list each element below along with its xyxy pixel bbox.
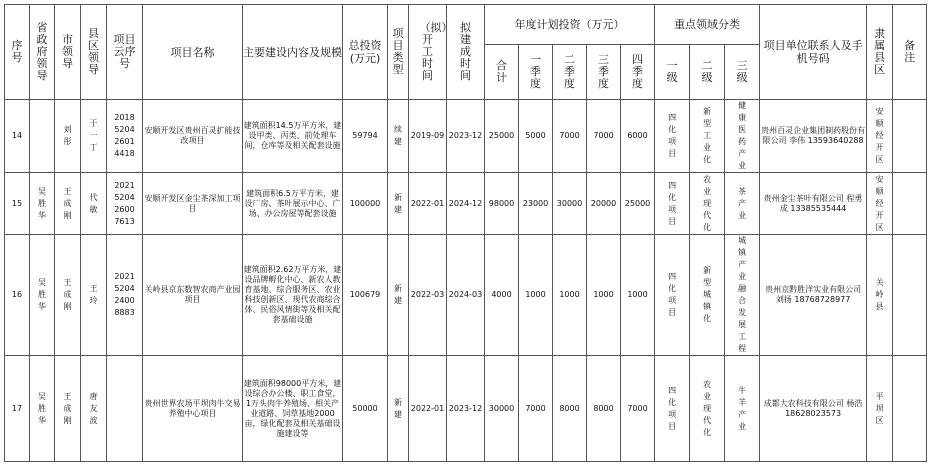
cell-q3: 20000 (587, 173, 621, 235)
header-l3: 三级 (725, 45, 760, 100)
cell-county-leader: 代敏 (81, 173, 107, 235)
cell-content: 建筑面积6.5万平方米，建设厂房、茶叶展示中心、广场、办公房屋等配套设施 (243, 173, 343, 235)
cell-q2: 8000 (553, 356, 587, 462)
cell-content: 建筑面积14.5万平方米，建设甲类、丙类、前处理车间，仓库等及相关配套设施 (243, 100, 343, 173)
cell-county: 关岭县 (867, 235, 893, 356)
cell-l3: 牛羊产业 (725, 356, 760, 462)
cell-prov-leader: 吴胜华 (30, 173, 55, 235)
cell-q3: 1000 (587, 235, 621, 356)
header-content: 主要建设内容及规模 (243, 5, 343, 100)
cell-county-leader: 于一丁 (81, 100, 107, 173)
header-type: 项目类型 (388, 5, 409, 100)
cell-sum: 98000 (485, 173, 519, 235)
cell-cloud-no: 2018520426014418 (107, 100, 143, 173)
cell-cloud-no: 2021520426007613 (107, 173, 143, 235)
cell-city-leader: 刘彤 (55, 100, 81, 173)
cell-l2: 新型工业化 (690, 100, 725, 173)
cell-finish: 2024-03 (447, 235, 485, 356)
cell-city-leader: 王成刚 (55, 173, 81, 235)
header-key-area: 重点领域分类 (655, 5, 760, 45)
cell-type: 新建 (388, 235, 409, 356)
table-row (5, 356, 927, 462)
cell-note (893, 356, 927, 462)
header-name: 项目名称 (143, 5, 243, 100)
cell-city-leader: 王成刚 (55, 356, 81, 462)
cell-total: 59794 (343, 100, 388, 173)
cell-q3: 7000 (587, 100, 621, 173)
cell-seq: 15 (5, 173, 30, 235)
header-contact: 项目单位联系人及手机号码 (760, 5, 867, 100)
cell-q1: 1000 (519, 235, 553, 356)
header-prov-leader: 省政府领导 (30, 5, 55, 100)
header-note: 备注 (893, 5, 927, 100)
cell-cloud-no (107, 356, 143, 462)
cell-l3: 健康医药产业 (725, 100, 760, 173)
cell-l1: 四化项目 (655, 173, 690, 235)
cell-finish: 2023-12 (447, 100, 485, 173)
cell-q4: 7000 (621, 356, 655, 462)
cell-content: 建筑面积2.62万平方米，建设品牌孵化中心、新农人教育基地、综合服务区、农业科技创新区、现代农商综合体、民俗风情街等及相关配套基础设施 (243, 235, 343, 356)
header-q1: 一季度 (519, 45, 553, 100)
header-finish: 拟建成时间 (447, 5, 485, 100)
cell-prov-leader (30, 100, 55, 173)
header-q2: 二季度 (553, 45, 587, 100)
cell-q1: 7000 (519, 356, 553, 462)
cell-l3: 茶产业 (725, 173, 760, 235)
table-row (5, 173, 927, 235)
header-annual: 年度计划投资（万元） (485, 5, 655, 45)
cell-start: 2022-01 (409, 356, 447, 462)
cell-type: 新建 (388, 356, 409, 462)
header-start: （拟）开工时间 (409, 5, 447, 100)
header-sum: 合计 (485, 45, 519, 100)
cell-type: 新建 (388, 173, 409, 235)
cell-cloud-no: 2021520424008883 (107, 235, 143, 356)
cell-l1: 四化项目 (655, 235, 690, 356)
cell-l2: 农业现代化 (690, 173, 725, 235)
cell-name: 安顺开发区贵州百灵扩能技改项目 (143, 100, 243, 173)
cell-sum: 30000 (485, 356, 519, 462)
cell-note (893, 235, 927, 356)
cell-start: 2019-09 (409, 100, 447, 173)
cell-finish: 2024-12 (447, 173, 485, 235)
cell-total: 50000 (343, 356, 388, 462)
header-cloud-no: 项目云序号 (107, 5, 143, 100)
cell-l2: 新型城镇化 (690, 235, 725, 356)
header-q4: 四季度 (621, 45, 655, 100)
header-l1: 一级 (655, 45, 690, 100)
header-q3: 三季度 (587, 45, 621, 100)
cell-county: 安顺经开区 (867, 100, 893, 173)
cell-finish: 2023-12 (447, 356, 485, 462)
cell-name: 关岭县京东数智农商产业园项目 (143, 235, 243, 356)
cell-name: 贵州世界农场平坝肉牛交易养殖中心项目 (143, 356, 243, 462)
cell-seq: 14 (5, 100, 30, 173)
cell-sum: 4000 (485, 235, 519, 356)
cell-q4: 1000 (621, 235, 655, 356)
cell-start: 2022-03 (409, 235, 447, 356)
table-row (5, 235, 927, 356)
header-city-leader: 市领导 (55, 5, 81, 100)
cell-q1: 23000 (519, 173, 553, 235)
cell-content: 建筑面积98000平方米，建设综合办公楼、职工食堂，1万头肉牛养殖场、相关产业道路、饲草基地2000亩，绿化配套及相关基础设施建设等 (243, 356, 343, 462)
header-county: 隶属县区 (867, 5, 893, 100)
cell-contact: 贵州百灵企业集团制药股份有限公司 李伟 13593640288 (760, 100, 867, 173)
cell-q4: 6000 (621, 100, 655, 173)
cell-l1: 四化项目 (655, 100, 690, 173)
cell-sum: 25000 (485, 100, 519, 173)
header-county-leader: 县区领导 (81, 5, 107, 100)
cell-q2: 7000 (553, 100, 587, 173)
cell-note (893, 100, 927, 173)
header-seq: 序号 (5, 5, 30, 100)
cell-city-leader: 王成刚 (55, 235, 81, 356)
cell-prov-leader: 吴胜华 (30, 235, 55, 356)
cell-q1: 5000 (519, 100, 553, 173)
cell-total: 100000 (343, 173, 388, 235)
cell-prov-leader: 吴胜华 (30, 356, 55, 462)
cell-type: 续建 (388, 100, 409, 173)
cell-county-leader: 唐友波 (81, 356, 107, 462)
cell-contact: 贵州金尘茶叶有限公司 程勇成 13385535444 (760, 173, 867, 235)
header-total: 总投资(万元) (343, 5, 388, 100)
cell-q2: 1000 (553, 235, 587, 356)
cell-contact: 贵州京黔胜洋实业有限公司 刘扬 18768728977 (760, 235, 867, 356)
cell-name: 安顺开发区金尘茶深加工项目 (143, 173, 243, 235)
project-table (4, 4, 927, 462)
cell-l3: 城镇产业融合发展工程 (725, 235, 760, 356)
table-row (5, 100, 927, 173)
cell-county-leader: 王玲 (81, 235, 107, 356)
cell-l1: 四化项目 (655, 356, 690, 462)
cell-start: 2022-01 (409, 173, 447, 235)
cell-seq: 16 (5, 235, 30, 356)
cell-total: 100679 (343, 235, 388, 356)
cell-l2: 农业现代化 (690, 356, 725, 462)
cell-note (893, 173, 927, 235)
cell-q2: 30000 (553, 173, 587, 235)
cell-seq: 17 (5, 356, 30, 462)
cell-county: 平坝区 (867, 356, 893, 462)
cell-contact: 成都大农科技有限公司 杨浩 18628023573 (760, 356, 867, 462)
cell-county: 安顺经开区 (867, 173, 893, 235)
cell-q3: 8000 (587, 356, 621, 462)
header-l2: 二级 (690, 45, 725, 100)
cell-q4: 25000 (621, 173, 655, 235)
